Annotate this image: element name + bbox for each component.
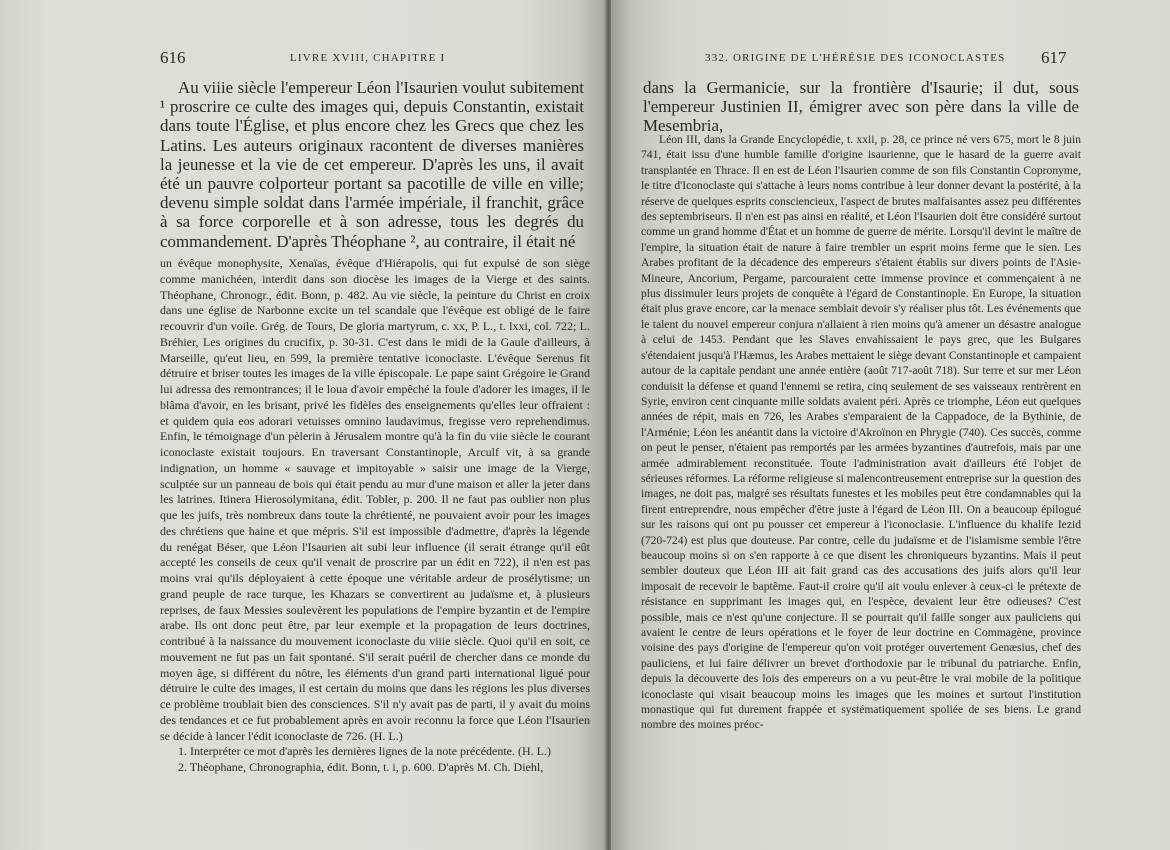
page-number: 616 — [160, 48, 186, 67]
footnote-2: 2. Théophane, Chronographia, édit. Bonn, t. i, p. 600. D'après M. Ch. Diehl, — [178, 760, 544, 774]
note-continuation: un évêque monophysite, Xenaïas, évêque d'Hiérapolis, qui fut expulsé de son siège comme manichéen, interdit dans son diocèse les images de la Vierge et des saints. Théophane, Chronogr., édit. Bonn, p. 482. Au vie siècle, la peinture du Christ en croix dans une église de Narbonne excite un tel scandale que l'évêque est obligé de le faire recouvrir d'un voile. Grég. de Tours, De gloria martyrum, c. xx, P. L., t. lxxi, col. 722; L. Bréhier, Les origines du crucifix, p. 30-31. C'est dans le midi de la Gaule d'ailleurs, à Marseille, qu'eut lieu, en 599, la première tentative iconoclaste. L'évêque Serenus fit détruire et briser toutes les images de la ville épiscopale. Le pape saint Grégoire le Grand lui adressa des remontrances; il le loua d'avoir empêché la foule d'adorer les images, il le blâma d'avoir, en les brisant, privé les fidèles des enseignements qu'elles leur offraient : et quidem quia eos adorari vetuisses omnino laudavimus, fregisse vero reprehendimus. Enfin, le témoignage d'un pèlerin à Jérusalem montre qu'à la fin du viie siècle le courant iconoclaste existait toujours. En traversant Constantinople, Arculf vit, à sa grande indignation, un homme « sauvage et impitoyable » saisir une image de la Vierge, sculptée sur un panneau de bois qui était pendu au mur d'une maison et aller la jeter dans les latrines. Itinera Hierosolymitana, édit. Tobler, p. 200. Il ne faut pas oublier non plus que les juifs, très nombreux dans toute la chrétienté, ne pouvaient avoir pour les images des chrétiens que haine et que mépris. S'il est impossible d'admettre, d'après la légende du renégat Béser, que Léon l'Isaurien ait subi leur influence (il serait étrange qu'il eût accepté les conseils de ceux qu'il venait de proscrire par un édit en 722), il n'en est pas moins vrai qu'ils déployaient à cette époque une véritable ardeur de prosélytisme; un grand peuple de race turque, les Khazars se convertirent au judaïsme et, à plusieurs reprises, de faux Messies soulevèrent les populations de l'empire byzantin et de l'empire arabe. Ils ont donc peut être, par leur exemple et la propagation de leurs doctrines, contribué à la naissance du mouvement iconoclaste du viiie siècle. Quoi qu'il en soit, ce mouvement ne fut pas un fait spontané. S'il serait puéril de chercher dans ce monde du moyen âge, si différent du nôtre, les éléments d'un grand parti international ligué pour détruire le culte des images, il est certain du moins que dans les régions les plus diverses ce problème troublait bien des consciences. S'il n'y avait pas de parti, il y avait du moins des tendances et ce fut probablement après en avoir reconnu la force que Léon l'Isaurien se décide à lancer l'édit iconoclaste de 726. (H. L.) — [160, 256, 590, 743]
running-head: 332. ORIGINE DE L'HÉRÉSIE DES ICONOCLASTES — [705, 52, 1006, 64]
body-text: Au viiie siècle l'empereur Léon l'Isaurien voulut subitement ¹ proscrire ce culte des images qui, depuis Constantin, existait dans toute l'Église, et plus encore chez les Grecs que chez les Latins. Les auteurs originaux racontent de diverses manières la jeunesse et la vie de cet empereur. D'après les uns, il avait été un pauvre colporteur portant sa pacotille de ville en ville; devenu simple soldat dans l'armée impériale, il franchit, grâce à sa force corporelle et à son adresse, tous les degrés du commandement. D'après Théophane ², au contraire, il était né — [160, 78, 584, 251]
running-head: LIVRE XVIII, CHAPITRE I — [290, 52, 446, 64]
footnote-block — [160, 256, 590, 776]
page-number: 617 — [1041, 48, 1067, 67]
right-page — [611, 0, 1170, 850]
note-continuation: Léon III, dans la Grande Encyclopédie, t. xxii, p. 28, ce prince né vers 675, mort le 8 juin 741, était issu d'une humble famille d'origine isaurienne, que le hasard de la guerre avait transplantée en Thrace. Il en est de Léon l'Isaurien comme de son fils Constantin Copronyme, le titre d'Iconoclaste qui s'attache à leurs noms contribue à leur donner devant la postérité, à la réserve de quelques esprits consciencieux, l'aspect de brutes malfaisantes assez peu différentes des septembriseurs. Il n'en est pas ainsi en réalité, et Léon l'Isaurien doit être considéré surtout comme un grand homme d'État et un homme de guerre de mérite. Lorsqu'il devint le maître de l'empire, la situation était de nature à faire trembler un esprit moins ferme que le sien. Les Arabes profitant de la décadence des empereurs s'étaient établis sur divers points de l'Asie-Mineure, Ancorium, Pergame, parcouraient cette immense province et commençaient à ne plus dissimuler leurs projets de conquête à l'égard de Constantinople. En Europe, la situation était plus grave encore, car la menace semblait devoir s'y réaliser plus tôt. Les événements que le talent du nouvel empereur conjura n'allaient à rien moins qu'à amener un désastre analogue à celui de 1453. Pendant que les Slaves envahissaient le pays grec, que les Bulgares s'étendaient jusqu'à l'Hæmus, les Arabes mettaient le siège devant Constantinople et campaient autour de la capitale pendant une année entière (août 717-août 718). Sur terre et sur mer Léon conduisit la défense et quand l'ennemi se retira, cinq seulement de ses vaisseaux rentrèrent en Syrie, environ cent cinquante mille soldats avaient péri. Après ce triomphe, Léon eut quelques années de répit, mais en 726, les Arabes s'emparaient de la Cappadoce, de la Bythinie, de l'Arménie; Léon les anéantit dans la victoire d'Akroïnon en Phrygie (740). Ces succès, comme on peut le penser, n'étaient pas remportés par les armées byzantines d'autrefois, mais par une armée admirablement reconstituée. Toute l'administration avait d'ailleurs été l'objet de sérieuses réformes. La réforme religieuse si malencontreusement entreprise sur la question des images, ne doit pas, malgré ses résultats funestes et les mobiles peut être condamnables qui la firent entreprendre, nous empêcher d'être juste à l'égard de Léon III. On a beaucoup épilogué sur les raisons qui ont pu pousser cet empereur à l'iconoclasie. L'influence du khalife Iezid (720-724) est plus que douteuse. Par contre, celle du judaïsme et de l'islamisme semble l'être beaucoup moins si on s'en rapporte à ce que disent les chroniqueurs byzantins. Mais il peut sembler douteux que Léon III ait fait grand cas des accusations des juifs alors qu'il leur imposait de recevoir le baptême. Faut-il croire qu'il ait voulu enlever à ceux-ci le prétexte de résistance en supprimant les images qui, en l'espèce, devaient leur être odieuses? C'est possible, mais ce n'est qu'une conjecture. Il se pourrait qu'il faille songer aux pauliciens qui avaient le centre de leurs opérations et le foyer de leur doctrine en Commagène, province voisine des pays d'origine de l'empereur qu'on voit protéger ouvertement Genæsius, chef des pauliciens, et lui faire délivrer un brevet d'orthodoxie par le tribunal du patriarche. Enfin, depuis la découverte des lois des empereurs on a vu peut-être le vrai mobile de la politique iconoclaste qui visait beaucoup moins les images que les moines et surtout l'institution monastique qui fut durement frappée et systématiquement spoliée de ses biens. Le grand nombre des moines préoc- — [641, 133, 1081, 732]
body-text: dans la Germanicie, sur la frontière d'Isaurie; il dut, sous l'empereur Justinien II, émigrer avec son père dans la ville de Mesembria, — [643, 78, 1079, 136]
footnote-1: 1. Interpréter ce mot d'après les dernières lignes de la note précédente. (H. L.) — [178, 744, 551, 759]
